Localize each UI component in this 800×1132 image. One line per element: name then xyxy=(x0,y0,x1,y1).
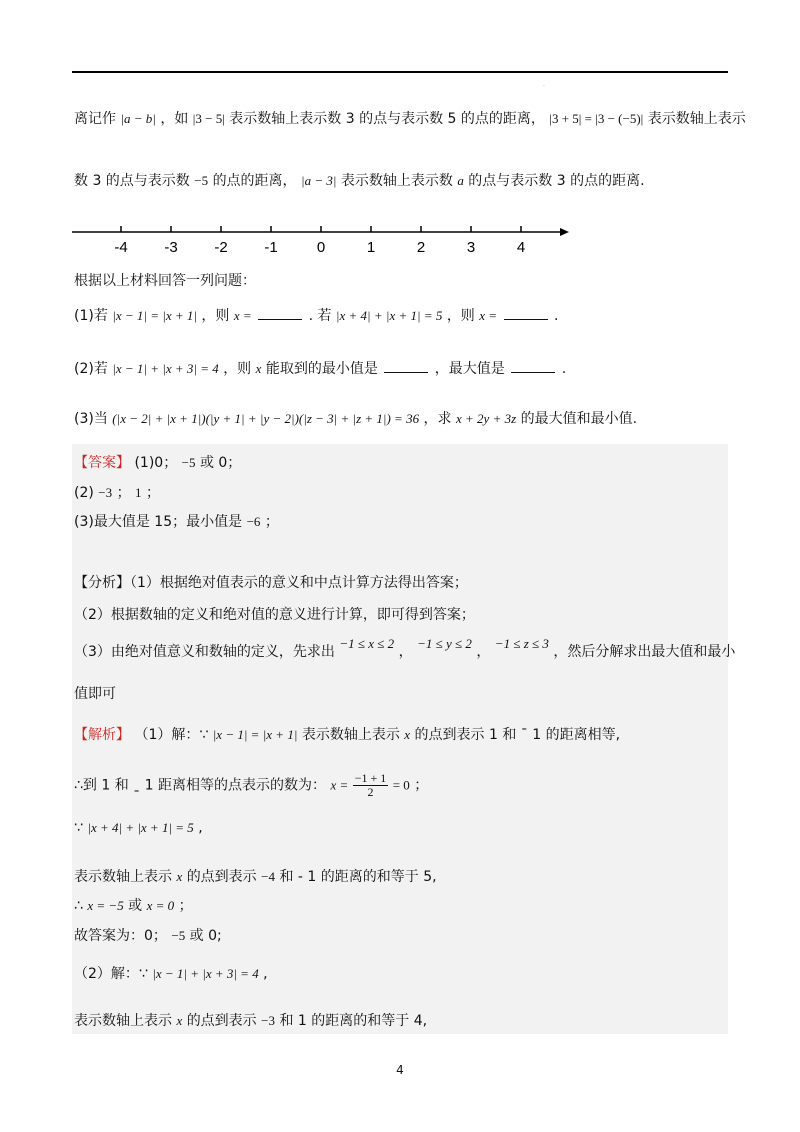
text: （1）根据绝对值表示的意义和中点计算方法得出答案； xyxy=(130,575,468,591)
question-2 xyxy=(74,358,566,378)
text: (2) xyxy=(74,485,94,501)
fraction xyxy=(353,772,389,799)
formula: |3 + 5| = |3 − (−5)| xyxy=(549,111,644,126)
text: ， xyxy=(398,644,413,660)
formula: −3 xyxy=(261,1013,275,1028)
text: 的最大值和最小值. xyxy=(520,411,638,427)
header-dot: . xyxy=(543,81,545,88)
text: （1）解：∵ xyxy=(134,727,209,743)
text: 表示数轴上表示 xyxy=(301,727,400,743)
text: ， xyxy=(476,644,491,660)
header-rule xyxy=(72,71,728,73)
text: 的点到表示 xyxy=(186,869,257,885)
formula: x xyxy=(255,361,262,376)
formula: x = −5 xyxy=(87,898,124,913)
fraction-numerator: −1 + 1 xyxy=(354,771,387,785)
text: . 若 xyxy=(308,308,332,324)
solution-tag: 【解析】 xyxy=(74,727,130,743)
answer-line-2 xyxy=(74,482,160,502)
analysis-line-4: 值即可 xyxy=(74,686,116,702)
number-line xyxy=(72,218,572,258)
text: ∴ xyxy=(74,898,83,914)
text: ； xyxy=(178,898,193,914)
analysis-tag: 【分析】 xyxy=(74,575,130,591)
text: 故答案为：0； xyxy=(74,928,167,944)
text: ∴到 1 和 ˍ 1 距离相等的点表示的数为： xyxy=(74,777,326,794)
answer-blank xyxy=(504,309,548,320)
text: 或 0； xyxy=(199,455,242,471)
solution-line-5 xyxy=(74,895,193,915)
text: (2)若 xyxy=(74,361,108,377)
prompt: 根据以上材料回答一列问题： xyxy=(74,273,256,289)
text: 和 - 1 的距离的和等于 5, xyxy=(279,869,437,885)
formula: x + 2y + 3z xyxy=(456,411,517,426)
answer-tag: 【答案】 xyxy=(74,455,130,471)
text: （2）解：∵ xyxy=(74,966,148,982)
solution-line-4 xyxy=(74,866,437,886)
formula: x = xyxy=(479,308,498,323)
formula: −5 xyxy=(181,455,196,470)
fraction-denominator: 2 xyxy=(367,785,374,799)
formula: −5 xyxy=(194,173,209,188)
text: , xyxy=(198,820,203,836)
text: 表示数轴上表示 xyxy=(74,1013,172,1029)
solution-line-8 xyxy=(74,1010,427,1030)
formula: |x − 1| = |x + 1| xyxy=(212,727,298,742)
tick-label: 0 xyxy=(316,239,326,256)
formula: −5 xyxy=(171,928,186,943)
text: 或 0; xyxy=(189,928,222,944)
formula: |a − 3| xyxy=(301,173,337,188)
text: (3)最大值是 15；最小值是 xyxy=(74,514,243,530)
tick-label: 3 xyxy=(466,239,476,256)
formula: −1 ≤ x ≤ 2 xyxy=(339,636,395,651)
text: ； xyxy=(414,777,429,794)
formula: x xyxy=(176,869,183,884)
analysis-line-1 xyxy=(74,572,468,592)
analysis-line-2: （2）根据数轴的定义和绝对值的意义进行计算，即可得到答案； xyxy=(74,607,475,623)
text: ，如 xyxy=(160,111,189,127)
intro-line-2 xyxy=(74,170,645,190)
text: ，则 xyxy=(223,361,252,377)
text: 表示数轴上表示数 3 的点与表示数 5 的点的距离， xyxy=(229,111,545,127)
text: ，求 xyxy=(423,411,452,427)
tick-label: -4 xyxy=(114,239,128,256)
formula: |x − 1| + |x + 3| = 4 xyxy=(112,361,219,376)
arrow-right-icon xyxy=(560,228,569,236)
text: 表示数轴上表示 xyxy=(74,869,172,885)
text: ； xyxy=(146,485,160,501)
question-1 xyxy=(74,305,558,325)
text: . xyxy=(553,308,559,324)
text: 表示数轴上表示数 xyxy=(340,173,453,189)
question-3 xyxy=(74,408,637,428)
formula: −4 xyxy=(261,869,275,884)
formula: x = 0 xyxy=(146,898,175,913)
page-number: 4 xyxy=(396,1063,404,1077)
tick-label: -3 xyxy=(164,239,178,256)
text: ，最大值是 xyxy=(434,361,505,377)
answer-line-1 xyxy=(74,452,241,472)
text: （3）由绝对值意义和数轴的定义，先求出 xyxy=(74,644,335,660)
text: 的点的距离， xyxy=(212,173,297,189)
formula: |x − 1| = |x + 1| xyxy=(112,308,197,323)
text: . xyxy=(561,361,567,377)
formula: x = xyxy=(330,777,349,793)
formula: (|x − 2| + |x + 1|)(|y + 1| + |y − 2|)(|z − 3| + |z + 1|) = 36 xyxy=(112,411,420,426)
solution-line-1 xyxy=(74,724,620,744)
answer-blank xyxy=(511,362,555,373)
tick-label: 4 xyxy=(516,239,526,256)
text: 和 1 的距离的和等于 4, xyxy=(279,1013,428,1029)
formula: x xyxy=(176,1013,183,1028)
answer-blank xyxy=(258,309,302,320)
text: (1)若 xyxy=(74,308,108,324)
formula: −1 ≤ y ≤ 2 xyxy=(417,636,472,651)
solution-line-2 xyxy=(74,772,428,799)
formula: |a − b| xyxy=(120,111,156,126)
tick-label: 1 xyxy=(366,239,376,256)
tick-label: 2 xyxy=(416,239,426,256)
formula: a xyxy=(457,173,464,188)
text: ∵ xyxy=(74,820,83,836)
formula: −1 ≤ z ≤ 3 xyxy=(494,636,549,651)
text: ，然后分解求出最大值和最小 xyxy=(553,644,736,660)
formula: x xyxy=(404,727,411,742)
answer-line-3 xyxy=(74,511,279,531)
text: 能取到的最小值是 xyxy=(265,361,378,377)
formula: |x + 4| + |x + 1| = 5 xyxy=(87,820,194,835)
formula: x = xyxy=(233,308,252,323)
text: 表示数轴上表示 xyxy=(647,111,746,127)
text: 数 3 的点与表示数 xyxy=(74,173,190,189)
text: ，则 xyxy=(201,308,230,324)
text: 离记作 xyxy=(74,111,116,127)
text: (1)0； xyxy=(134,455,178,471)
solution-line-3 xyxy=(74,820,203,836)
formula: 1 xyxy=(135,485,142,500)
intro-line-1 xyxy=(74,108,746,128)
text: ，则 xyxy=(446,308,475,324)
solution-line-6 xyxy=(74,925,222,945)
formula: −3 xyxy=(98,485,113,500)
text: 的点到表示 1 和 ˉ 1 的距离相等, xyxy=(414,727,621,743)
formula: −6 xyxy=(246,514,261,529)
formula: |3 − 5| xyxy=(192,111,225,126)
text: , xyxy=(263,966,268,982)
solution-line-7 xyxy=(74,963,268,983)
tick-label: -1 xyxy=(264,239,278,256)
formula: |x + 4| + |x + 1| = 5 xyxy=(335,308,443,323)
text: 的点到表示 xyxy=(186,1013,257,1029)
formula: |x − 1| + |x + 3| = 4 xyxy=(152,966,259,981)
text: 的点与表示数 3 的点的距离. xyxy=(468,173,645,189)
text: ； xyxy=(116,485,131,501)
analysis-line-3 xyxy=(74,636,736,661)
text: ； xyxy=(264,514,279,530)
formula: = 0 xyxy=(392,777,410,793)
text: 或 xyxy=(128,898,143,914)
text: (3)当 xyxy=(74,411,108,427)
answer-blank xyxy=(384,362,428,373)
tick-label: -2 xyxy=(214,239,228,256)
